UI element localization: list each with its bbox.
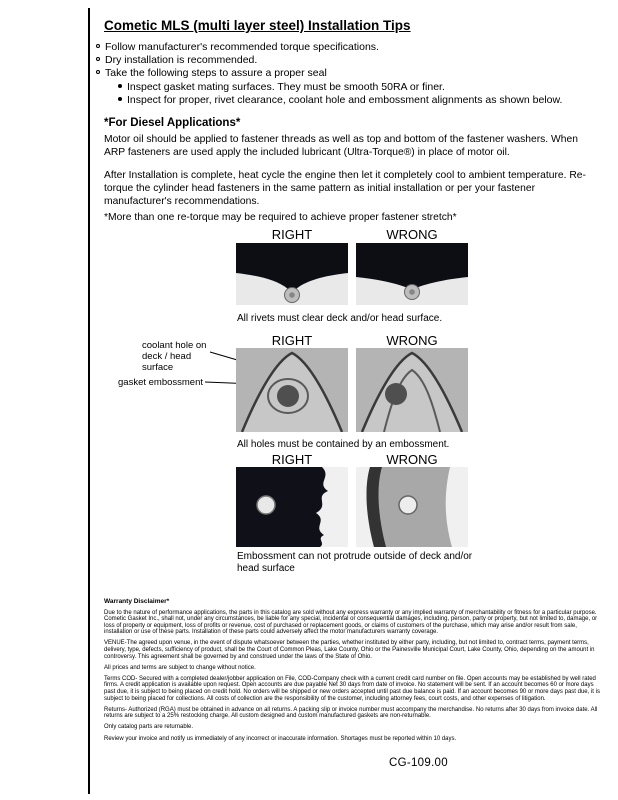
left-margin-rule — [88, 8, 90, 794]
page-title: Cometic MLS (multi layer steel) Installation Tips — [104, 18, 411, 33]
solid-bullet-icon — [118, 84, 122, 88]
legal-paragraph: Due to the nature of performance applications, the parts in this catalog are sold without any express warranty or any implied warranty of merchantability or fitness for a particular purpose. Cometic Gasket Inc., shall not, under any circumstances, be liable for any special, incidental or consequential damages, including, person, party or property, but not limited to, damage, or loss of property or equipment, loss of profits or revenue, cost of purchased or replacement goods, or claims of customers of the purchase, which may arise and/or result from sale, installation or use of these parts. Installation of these parts could adversely affect the motor manufacturers warranty coverage. — [104, 609, 598, 636]
installation-tips-list — [96, 41, 596, 107]
tip-text: Inspect for proper, rivet clearance, coolant hole and embossment alignments as shown below. — [127, 93, 563, 106]
legal-paragraph: Terms COD- Secured with a completed dealer/jobber application on File, COD-Company check with a current credit card number on file. Open accounts may be established by well rated firms. A credit application is available upon request. Open accounts are due payable Net 30 days from date of invoice. No statement will be sent. If an account becomes 60 or more days past due, it is subject to being placed on credit hold. No orders will be shipped or new orders accepted until past due balance is paid. If an account becomes 90 or more days past due, it is subject to being placed for collections. All costs of collection are the responsibility of the customer, including attorney fees, court costs, and other expenses of litigation. — [104, 675, 600, 702]
open-bullet-icon — [96, 57, 100, 61]
warranty-heading: Warranty Disclaimer* — [104, 598, 170, 605]
diesel-paragraph-2: After Installation is complete, heat cycle the engine then let it completely cool to ambient temperature. Re-torque the cylinder head fasteners in the same pattern as initial installation or per your fastener manufacturer's recommendations. — [104, 170, 586, 207]
caption-rivets: All rivets must clear deck and/or head surface. — [237, 313, 443, 324]
diagram-embossment-wrong — [356, 467, 468, 547]
diesel-applications-heading: *For Diesel Applications* — [104, 117, 241, 129]
legal-paragraph: Returns- Authorized (RGA) must be obtained in advance on all returns. A packing slip or invoice number must accompany the merchandise. No returns after 30 days from invoice date. All returns are subject to a 25% restocking charge. All custom designed and custom manufactured gaskets are non-returnable. — [104, 706, 598, 720]
legal-paragraph: Only catalog parts are returnable. — [104, 724, 194, 731]
diesel-paragraph-1: Motor oil should be applied to fastener threads as well as top and bottom of the fastener washers. When ARP fasteners are used apply the included lubricant (Ultra-Torque®) in place of motor oil. — [104, 134, 578, 158]
caption-holes: All holes must be contained by an embossment. — [237, 439, 450, 450]
tip-sub-item — [118, 94, 596, 107]
caption-embossment: Embossment can not protrude outside of deck and/or head surface — [237, 551, 473, 574]
tip-text: Inspect gasket mating surfaces. They must be smooth 50RA or finer. — [127, 80, 445, 93]
page-code: CG-109.00 — [389, 757, 448, 769]
wrong-label-holes: WRONG — [386, 333, 438, 348]
diagram-rivet-wrong — [356, 243, 468, 305]
diagram-hole-wrong — [356, 348, 468, 432]
tip-text: Take the following steps to assure a proper seal — [105, 67, 327, 80]
tip-text: Follow manufacturer's recommended torque specifications. — [105, 41, 379, 53]
right-label-holes: RIGHT — [271, 333, 313, 348]
diagram-embossment-right — [236, 467, 348, 547]
right-label-rivets: RIGHT — [271, 227, 313, 242]
warranty-disclaimer-block — [104, 599, 604, 747]
tip-item — [96, 41, 596, 54]
open-bullet-icon — [96, 70, 100, 74]
legal-paragraph: Review your invoice and notify us immediately of any incorrect or inaccurate information. Shortages must be reported within 10 days. — [104, 735, 457, 742]
callout-coolant-hole: coolant hole on deck / head surface — [142, 340, 207, 373]
solid-bullet-icon — [118, 97, 122, 101]
tip-text: Dry installation is recommended. — [105, 54, 258, 67]
diagram-hole-right — [236, 348, 348, 432]
tip-item — [96, 54, 596, 67]
legal-paragraph: VENUE-The agreed upon venue, in the event of dispute whatsoever between the parties, whether instituted by either party, including, but not limited to, contract terms, payment terms, delivery, type, defects, sufficiency of product, shall be the Court of Common Pleas, Lake County, Ohio or the Painesville Municipal Court, Lake County, Ohio, depending on the amount in controversy. This agreement shall be governed by and construed under the laws of the State of Ohio. — [104, 640, 595, 660]
tip-sub-item — [118, 81, 596, 94]
open-bullet-icon — [96, 44, 100, 48]
retorque-note: *More than one re-torque may be required to achieve proper fastener stretch* — [104, 212, 457, 223]
legal-paragraph: All prices and terms are subject to change without notice. — [104, 664, 256, 671]
wrong-label-embossment: WRONG — [386, 452, 438, 467]
right-label-embossment: RIGHT — [271, 452, 313, 467]
wrong-label-rivets: WRONG — [386, 227, 438, 242]
diagram-rivet-right — [236, 243, 348, 305]
tip-item — [96, 67, 596, 80]
callout-gasket-embossment: gasket embossment — [118, 377, 204, 388]
